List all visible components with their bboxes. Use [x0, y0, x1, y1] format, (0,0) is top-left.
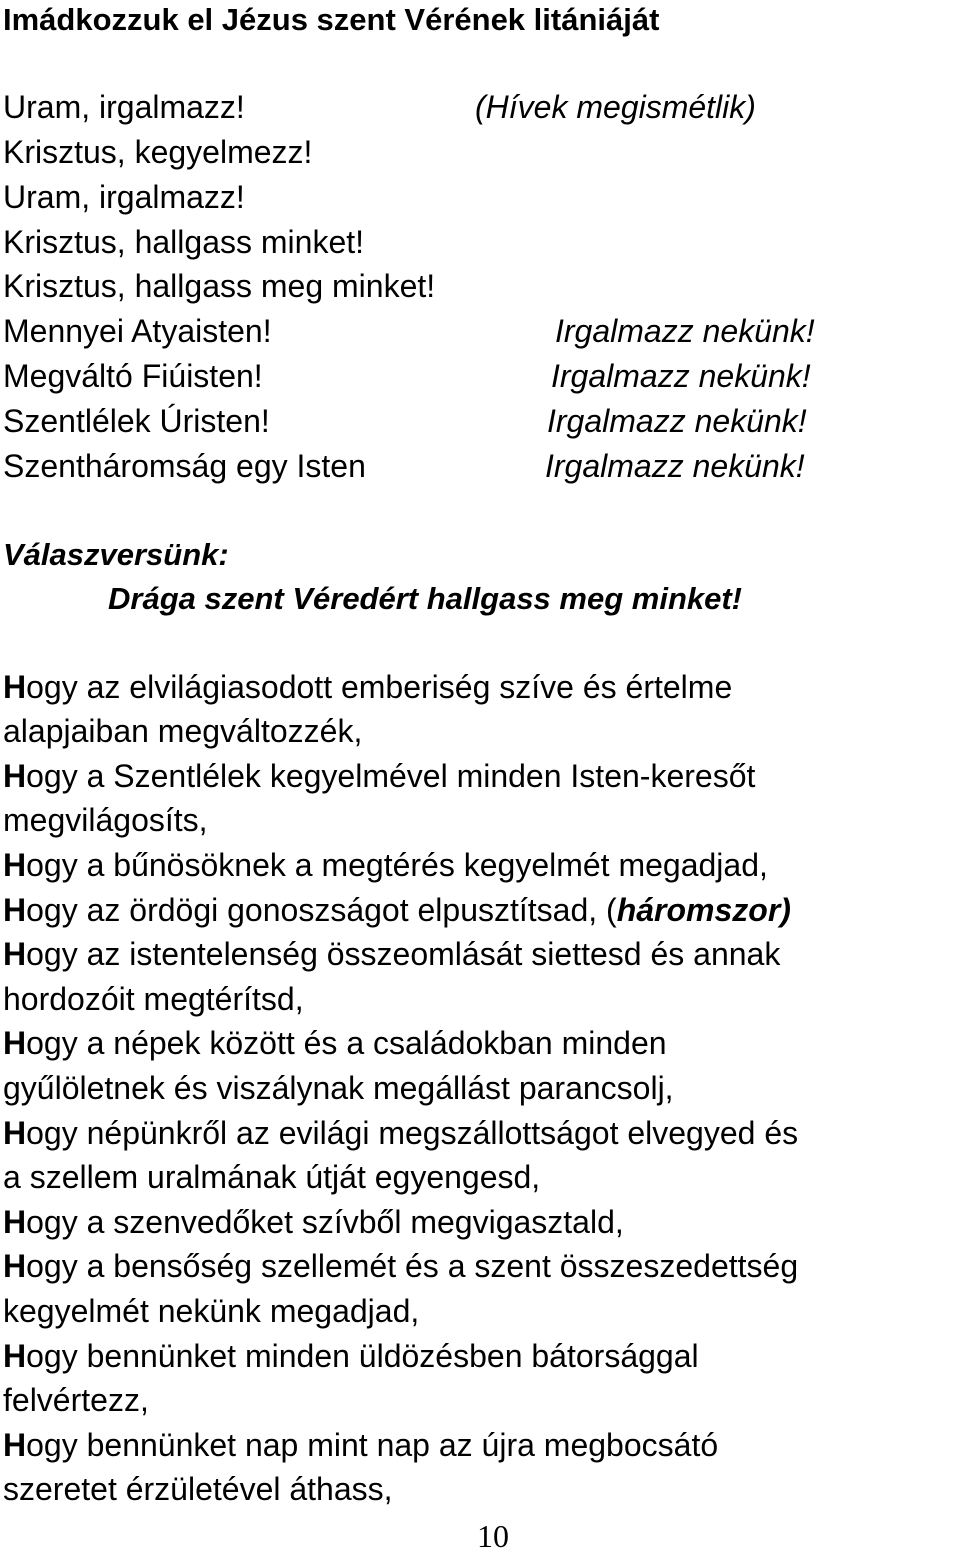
invocation: Megváltó Fiúisten! — [3, 358, 263, 394]
petition-line — [3, 1114, 798, 1152]
petition-text: ogy népünkről az evilági megszállottságot elvegyed és — [26, 1115, 799, 1151]
opening-line: Krisztus, kegyelmezz! — [3, 134, 313, 170]
petition-initial: H — [3, 1248, 27, 1284]
petition-initial: H — [3, 1115, 27, 1151]
petition-text: ogy a bensőség szellemét és a szent összeszedettség — [26, 1248, 799, 1284]
petition-line — [3, 935, 780, 973]
petition-line — [3, 891, 791, 929]
petition-line — [3, 757, 755, 795]
petition-line — [3, 712, 362, 750]
opening-line: Uram, irgalmazz! — [3, 89, 245, 125]
invocation-response: Irgalmazz nekünk! — [555, 313, 815, 349]
opening-line: Krisztus, hallgass minket! — [3, 224, 365, 260]
petition-initial: H — [3, 892, 27, 928]
petition-initial: H — [3, 847, 27, 883]
petition-text: ogy a szenvedőket szívből megvigasztald, — [26, 1204, 624, 1240]
petition-text: a szellem uralmának útját egyengesd, — [3, 1159, 541, 1195]
petition-text: megvilágosíts, — [3, 802, 208, 838]
petition-line — [3, 1292, 419, 1330]
petition-line — [3, 1470, 393, 1508]
litany-title: Imádkozzuk el Jézus szent Vérének litániáját — [3, 2, 660, 37]
petition-text: ogy az ördögi gonoszságot elpusztítsad, ( — [26, 892, 617, 928]
invocation: Szentlélek Úristen! — [3, 403, 270, 439]
petition-line — [3, 846, 768, 884]
petition-text: gyűlöletnek és viszálynak megállást parancsolj, — [3, 1070, 674, 1106]
petition-initial: H — [3, 669, 27, 705]
petition-text: kegyelmét nekünk megadjad, — [3, 1293, 420, 1329]
petition-text: ogy bennünket nap mint nap az újra megbocsátó — [26, 1427, 719, 1463]
invocation-response: Irgalmazz nekünk! — [551, 358, 811, 394]
petition-text: ogy a népek között és a családokban minden — [26, 1025, 667, 1061]
petition-initial: H — [3, 936, 27, 972]
page-number: 10 — [477, 1518, 509, 1554]
petition-text: szeretet érzületével áthass, — [3, 1471, 393, 1507]
petition-initial: H — [3, 1204, 27, 1240]
petition-line — [3, 1203, 624, 1241]
petition-line — [3, 1247, 798, 1285]
petition-initial: H — [3, 1025, 27, 1061]
threefold-note: háromszor) — [616, 892, 791, 928]
opening-line: Uram, irgalmazz! — [3, 179, 245, 215]
invocation: Mennyei Atyaisten! — [3, 313, 272, 349]
opening-line: Krisztus, hallgass meg minket! — [3, 268, 436, 304]
petition-text: ogy az elvilágiasodott emberiség szíve és értelme — [26, 669, 733, 705]
petition-line — [3, 980, 304, 1018]
petition-text: felvértezz, — [3, 1382, 149, 1418]
petition-text: ogy bennünket minden üldözésben bátorsággal — [26, 1338, 699, 1374]
petition-text: alapjaiban megváltozzék, — [3, 713, 363, 749]
petition-line — [3, 1381, 149, 1419]
petition-line — [3, 1426, 718, 1464]
petition-text: ogy az istentelenség összeomlását siettesd és annak — [26, 936, 781, 972]
refrain-text: Drága szent Véredért hallgass meg minket! — [108, 581, 743, 616]
petition-text: ogy a Szentlélek kegyelmével minden Isten-keresőt — [26, 758, 756, 794]
repeat-note: (Hívek megismétlik) — [475, 89, 756, 125]
petition-text: hordozóit megtérítsd, — [3, 981, 304, 1017]
petition-line — [3, 1158, 540, 1196]
petition-line — [3, 1024, 667, 1062]
invocation-response: Irgalmazz nekünk! — [545, 448, 805, 484]
petition-initial: H — [3, 1338, 27, 1374]
invocation: Szentháromság egy Isten — [3, 448, 366, 484]
petition-line — [3, 1069, 674, 1107]
petition-text: ogy a bűnösöknek a megtérés kegyelmét megadjad, — [26, 847, 768, 883]
petition-line — [3, 801, 208, 839]
petition-line — [3, 1337, 699, 1375]
petition-line — [3, 668, 732, 706]
refrain-label: Válaszversünk: — [3, 537, 229, 572]
petition-initial: H — [3, 1427, 27, 1463]
invocation-response: Irgalmazz nekünk! — [547, 403, 807, 439]
petition-initial: H — [3, 758, 27, 794]
